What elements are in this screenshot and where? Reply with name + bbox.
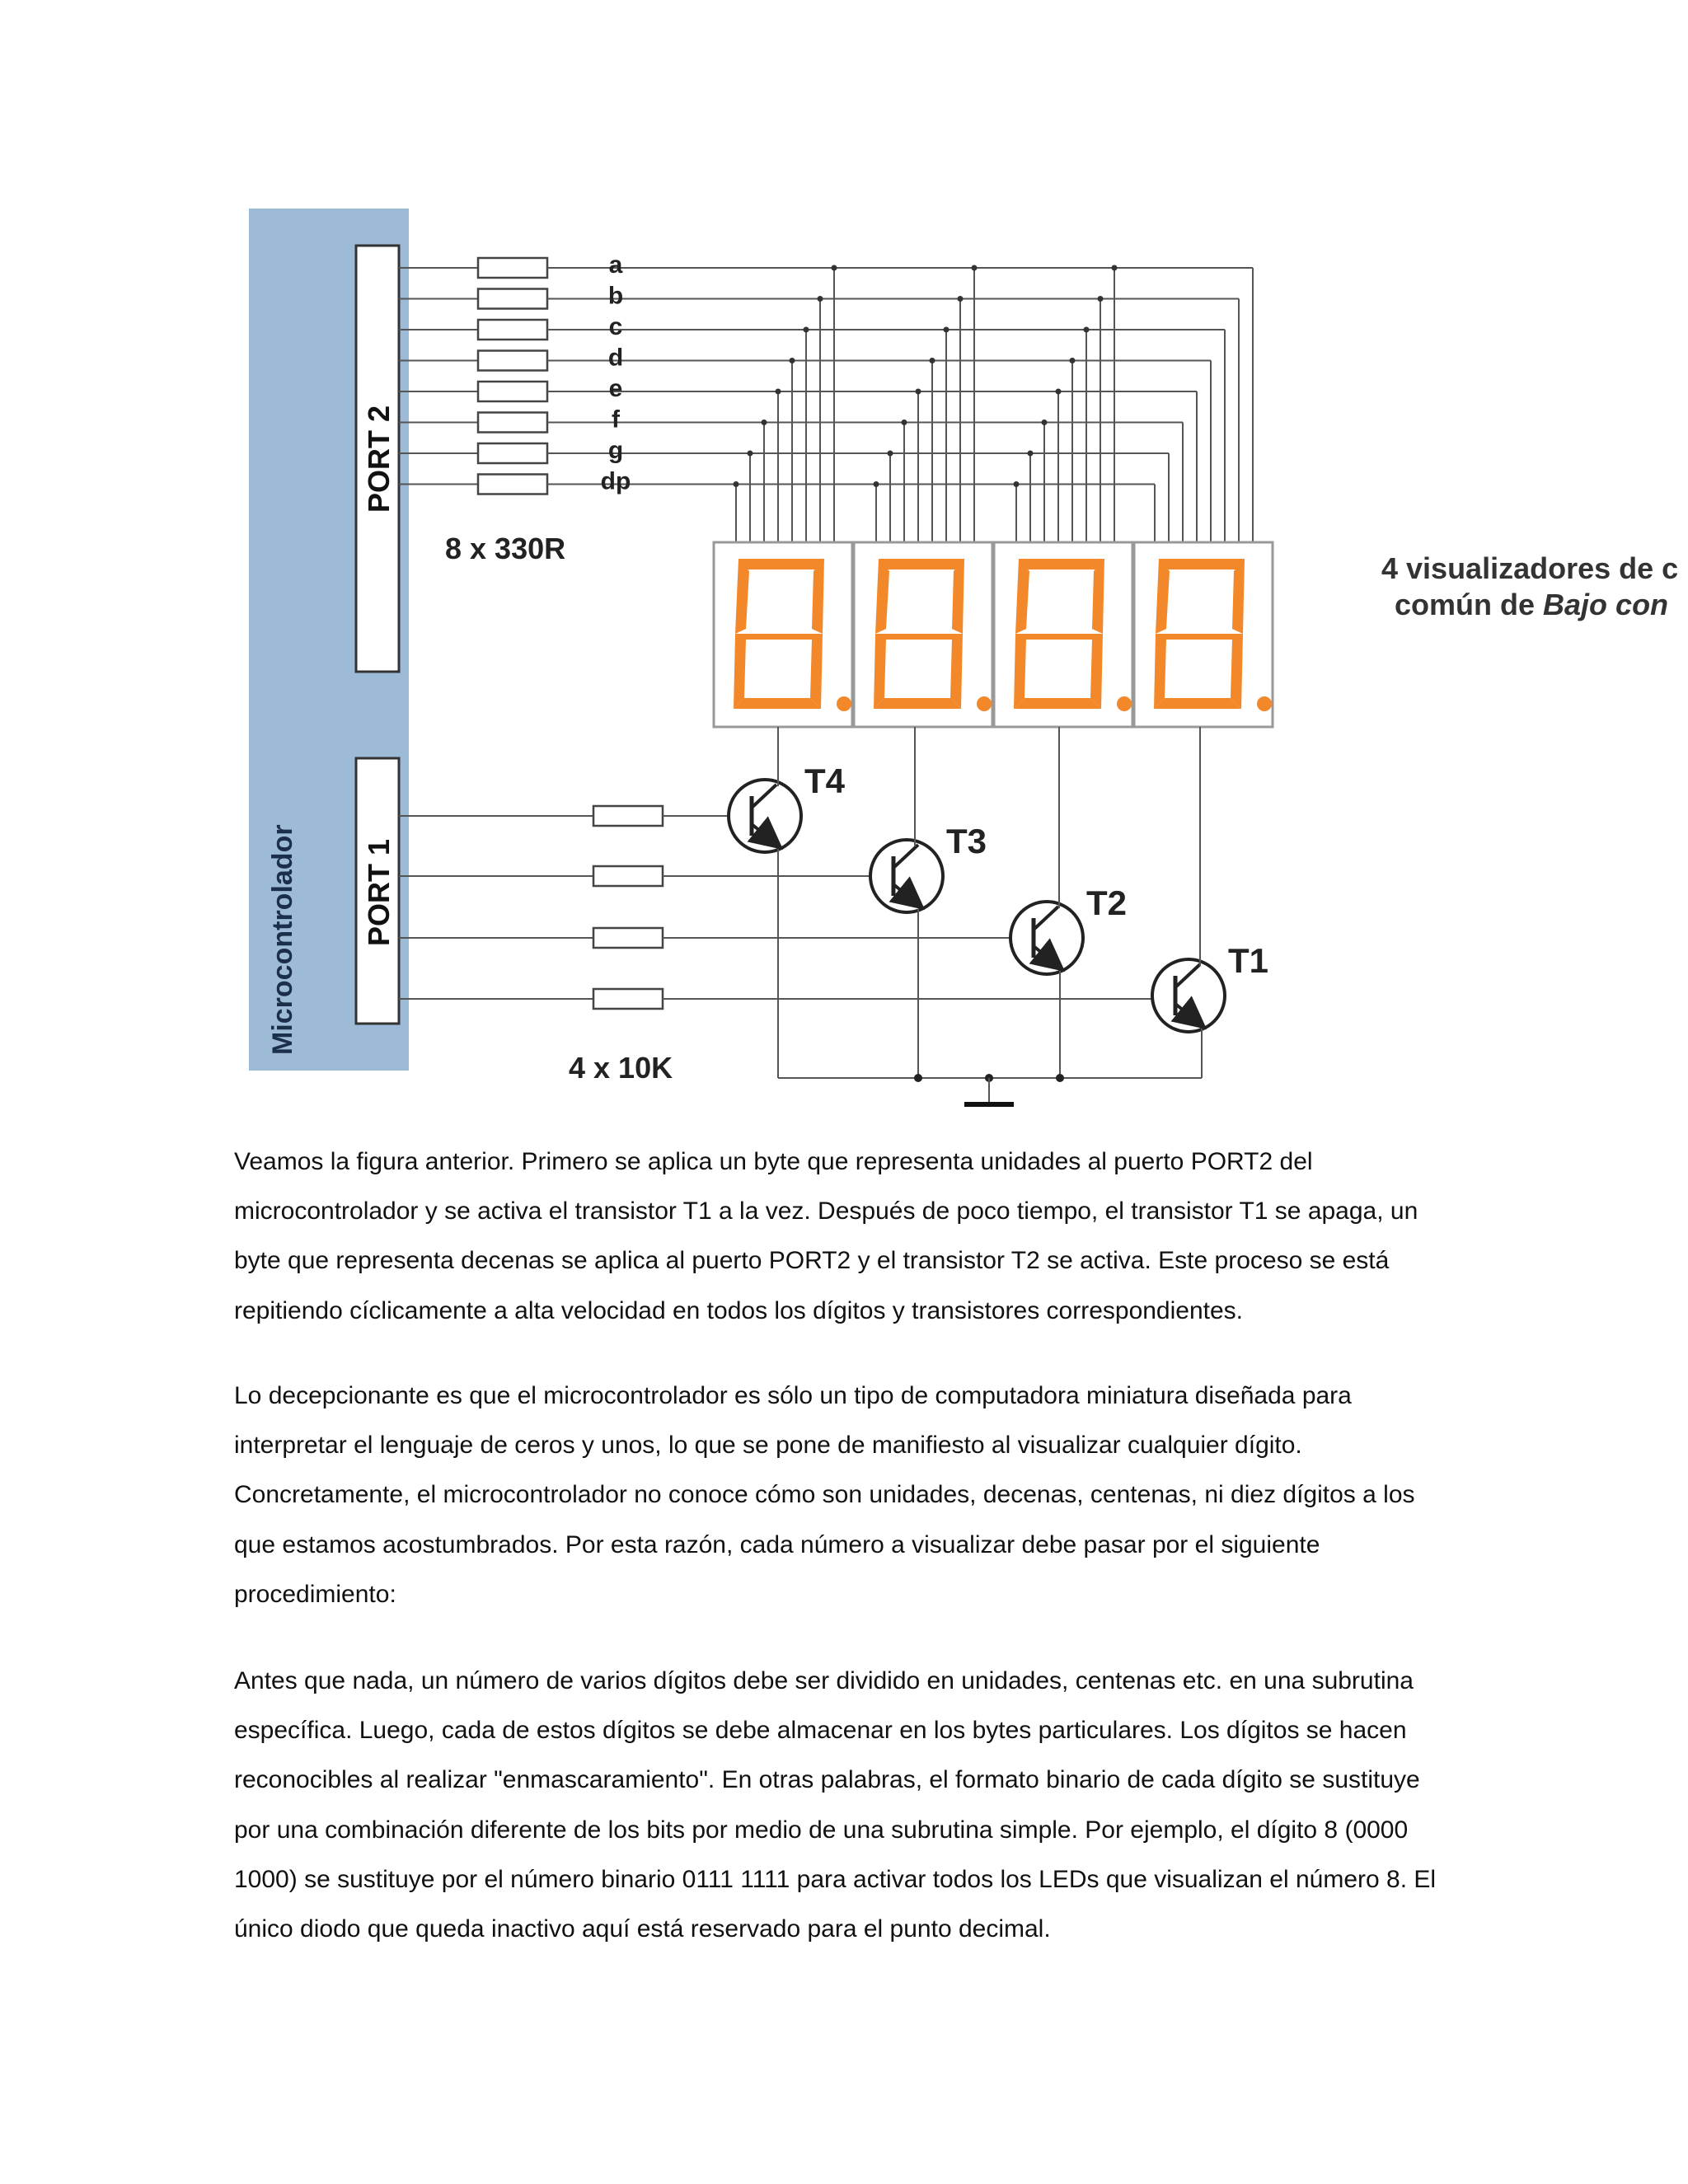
paragraph-line: Concretamente, el microcontrolador no conoce cómo son unidades, decenas, centenas, ni diez dígitos a los — [234, 1481, 1415, 1509]
paragraph-line: único diodo que queda inactivo aquí está reservado para el punto decimal. — [234, 1915, 1051, 1943]
transistor-label: T4 — [804, 762, 846, 800]
transistor-stage — [399, 727, 1268, 1104]
segment-label: d — [607, 344, 624, 372]
junction-dot — [888, 451, 893, 457]
led-segment — [734, 634, 746, 709]
junction-dot — [1098, 296, 1104, 302]
segment-label: dp — [600, 467, 631, 495]
led-segment — [1156, 634, 1243, 640]
npn-transistor — [399, 941, 1268, 1032]
junction-dot — [1042, 419, 1048, 425]
junction-dot — [734, 481, 739, 487]
resistor-330r — [478, 258, 547, 278]
resistor-10k — [593, 866, 663, 886]
paragraph-line: Antes que nada, un número de varios dígitos debe ser dividido en unidades, centenas etc. en una subrutina — [234, 1667, 1414, 1694]
decimal-point-led — [1257, 696, 1272, 711]
junction-dot — [916, 389, 921, 395]
resistors-top-label: 8 x 330R — [445, 532, 566, 565]
display-caption-line1: 4 visualizadores de c — [1381, 551, 1679, 585]
junction-dot — [972, 265, 978, 271]
junction-dot — [902, 419, 907, 425]
junction-dot — [1028, 451, 1034, 457]
paragraph-line: que estamos acostumbrados. Por esta razón, cada número a visualizar debe pasar por el siguiente — [234, 1530, 1320, 1558]
transistor-body — [729, 780, 801, 852]
paragraph-line: byte que representa decenas se aplica al puerto PORT2 y el transistor T2 se activa. Este proceso se está — [234, 1247, 1390, 1275]
segment-label: b — [607, 282, 624, 310]
paragraph-3 — [234, 1657, 1470, 1954]
seven-segment-displays — [714, 542, 1273, 727]
npn-transistor — [399, 822, 987, 912]
junction-dot — [1056, 1074, 1064, 1082]
segment-label: e — [608, 375, 623, 402]
paragraph-line: repitiendo cíclicamente a alta velocidad en todos los dígitos y transistores correspondientes. — [234, 1296, 1244, 1324]
resistor-330r — [478, 289, 547, 309]
port1-label: PORT 1 — [362, 838, 396, 946]
led-segment — [1154, 634, 1166, 709]
port2-label: PORT 2 — [362, 405, 396, 513]
transistor-label: T3 — [946, 822, 987, 860]
junction-dot — [1070, 358, 1076, 363]
resistor-330r — [478, 443, 547, 463]
junction-dot — [944, 327, 950, 333]
decimal-point-led — [837, 696, 851, 711]
junction-dot — [1084, 327, 1090, 333]
paragraph-1 — [234, 1137, 1470, 1336]
led-segment — [735, 634, 823, 640]
junction-dot — [776, 389, 781, 395]
display-caption-line2 — [1395, 588, 1668, 621]
npn-transistor — [399, 883, 1127, 974]
led-segment — [1014, 698, 1101, 709]
transistor-label: T2 — [1086, 883, 1128, 922]
junction-dot — [930, 358, 935, 363]
resistor-330r — [478, 320, 547, 340]
transistor-body — [1152, 959, 1225, 1032]
junction-dot — [804, 327, 809, 333]
resistor-10k — [593, 928, 663, 948]
transistor-body — [870, 840, 943, 912]
seven-segment-display — [1134, 542, 1273, 727]
junction-dot — [790, 358, 795, 363]
decimal-point-led — [1117, 696, 1132, 711]
junction-dot — [818, 296, 823, 302]
resistor-10k — [593, 989, 663, 1009]
junction-dot — [958, 296, 964, 302]
transistor-label: T1 — [1228, 941, 1269, 980]
junction-dot — [1056, 389, 1062, 395]
led-segment — [810, 634, 823, 709]
paragraph-line: Lo decepcionante es que el microcontrolador es sólo un tipo de computadora miniatura diseñada para — [234, 1382, 1352, 1409]
display-caption-line2-italic: Bajo con — [1543, 588, 1669, 621]
led-segment — [1154, 698, 1241, 709]
junction-dot — [1014, 481, 1020, 487]
seven-segment-display — [714, 542, 852, 727]
segment-label: c — [608, 313, 623, 340]
junction-dot — [832, 265, 837, 271]
paragraph-line: reconocibles al realizar "enmascaramiento". En otras palabras, el formato binario de cada dígito se sustituye — [234, 1766, 1420, 1794]
resistor-330r — [478, 413, 547, 433]
junction-dot — [1112, 265, 1118, 271]
seven-segment-display — [994, 542, 1132, 727]
seven-segment-display — [854, 542, 992, 727]
junction-dot — [762, 419, 767, 425]
led-segment — [1014, 634, 1026, 709]
paragraph-line: Veamos la figura anterior. Primero se aplica un byte que representa unidades al puerto PORT2 del — [234, 1148, 1313, 1175]
segment-label: a — [608, 251, 623, 279]
resistor-330r — [478, 351, 547, 371]
led-segment — [1015, 634, 1103, 640]
junction-dot — [748, 451, 753, 457]
segment-label: f — [612, 405, 620, 434]
segment-label: g — [607, 437, 624, 464]
resistor-330r — [478, 382, 547, 401]
led-segment — [1231, 634, 1243, 709]
led-segment — [738, 559, 824, 569]
paragraph-line: procedimiento: — [234, 1580, 396, 1608]
paragraph-line: por una combinación diferente de los bits por medio de una subrutina simple. Por ejemplo, el dígito 8 (0000 — [234, 1816, 1409, 1844]
resistor-330r — [478, 475, 547, 494]
led-segment — [874, 634, 886, 709]
resistors-bottom-label: 4 x 10K — [569, 1051, 673, 1085]
led-segment — [950, 634, 963, 709]
led-segment — [1159, 559, 1245, 569]
led-segment — [874, 698, 961, 709]
segment-bus — [399, 251, 1253, 542]
led-segment — [875, 634, 963, 640]
paragraph-2 — [234, 1371, 1470, 1619]
paragraph-line: microcontrolador y se activa el transistor T1 a la vez. Después de poco tiempo, el transistor T1 se apaga, un — [234, 1197, 1418, 1226]
display-caption-line2-normal: común de — [1395, 588, 1544, 621]
paragraph-line: interpretar el lenguaje de ceros y unos, lo que se pone de manifiesto al visualizar cualquier dígito. — [234, 1432, 1302, 1460]
led-segment — [879, 559, 964, 569]
led-segment — [1019, 559, 1104, 569]
junction-dot — [914, 1074, 922, 1082]
led-segment — [1090, 634, 1103, 709]
transistor-body — [1010, 902, 1083, 974]
led-segment — [734, 698, 821, 709]
resistor-10k — [593, 806, 663, 826]
paragraph-line: 1000) se sustituye por el número binario 0111 1111 para activar todos los LEDs que visualizan el número 8. El — [234, 1865, 1437, 1893]
junction-dot — [874, 481, 879, 487]
microcontroller-label: Microcontrolador — [267, 824, 298, 1055]
paragraph-line: específica. Luego, cada de estos dígitos se debe almacenar en los bytes particulares. Los dígitos se hacen — [234, 1717, 1407, 1745]
decimal-point-led — [977, 696, 992, 711]
